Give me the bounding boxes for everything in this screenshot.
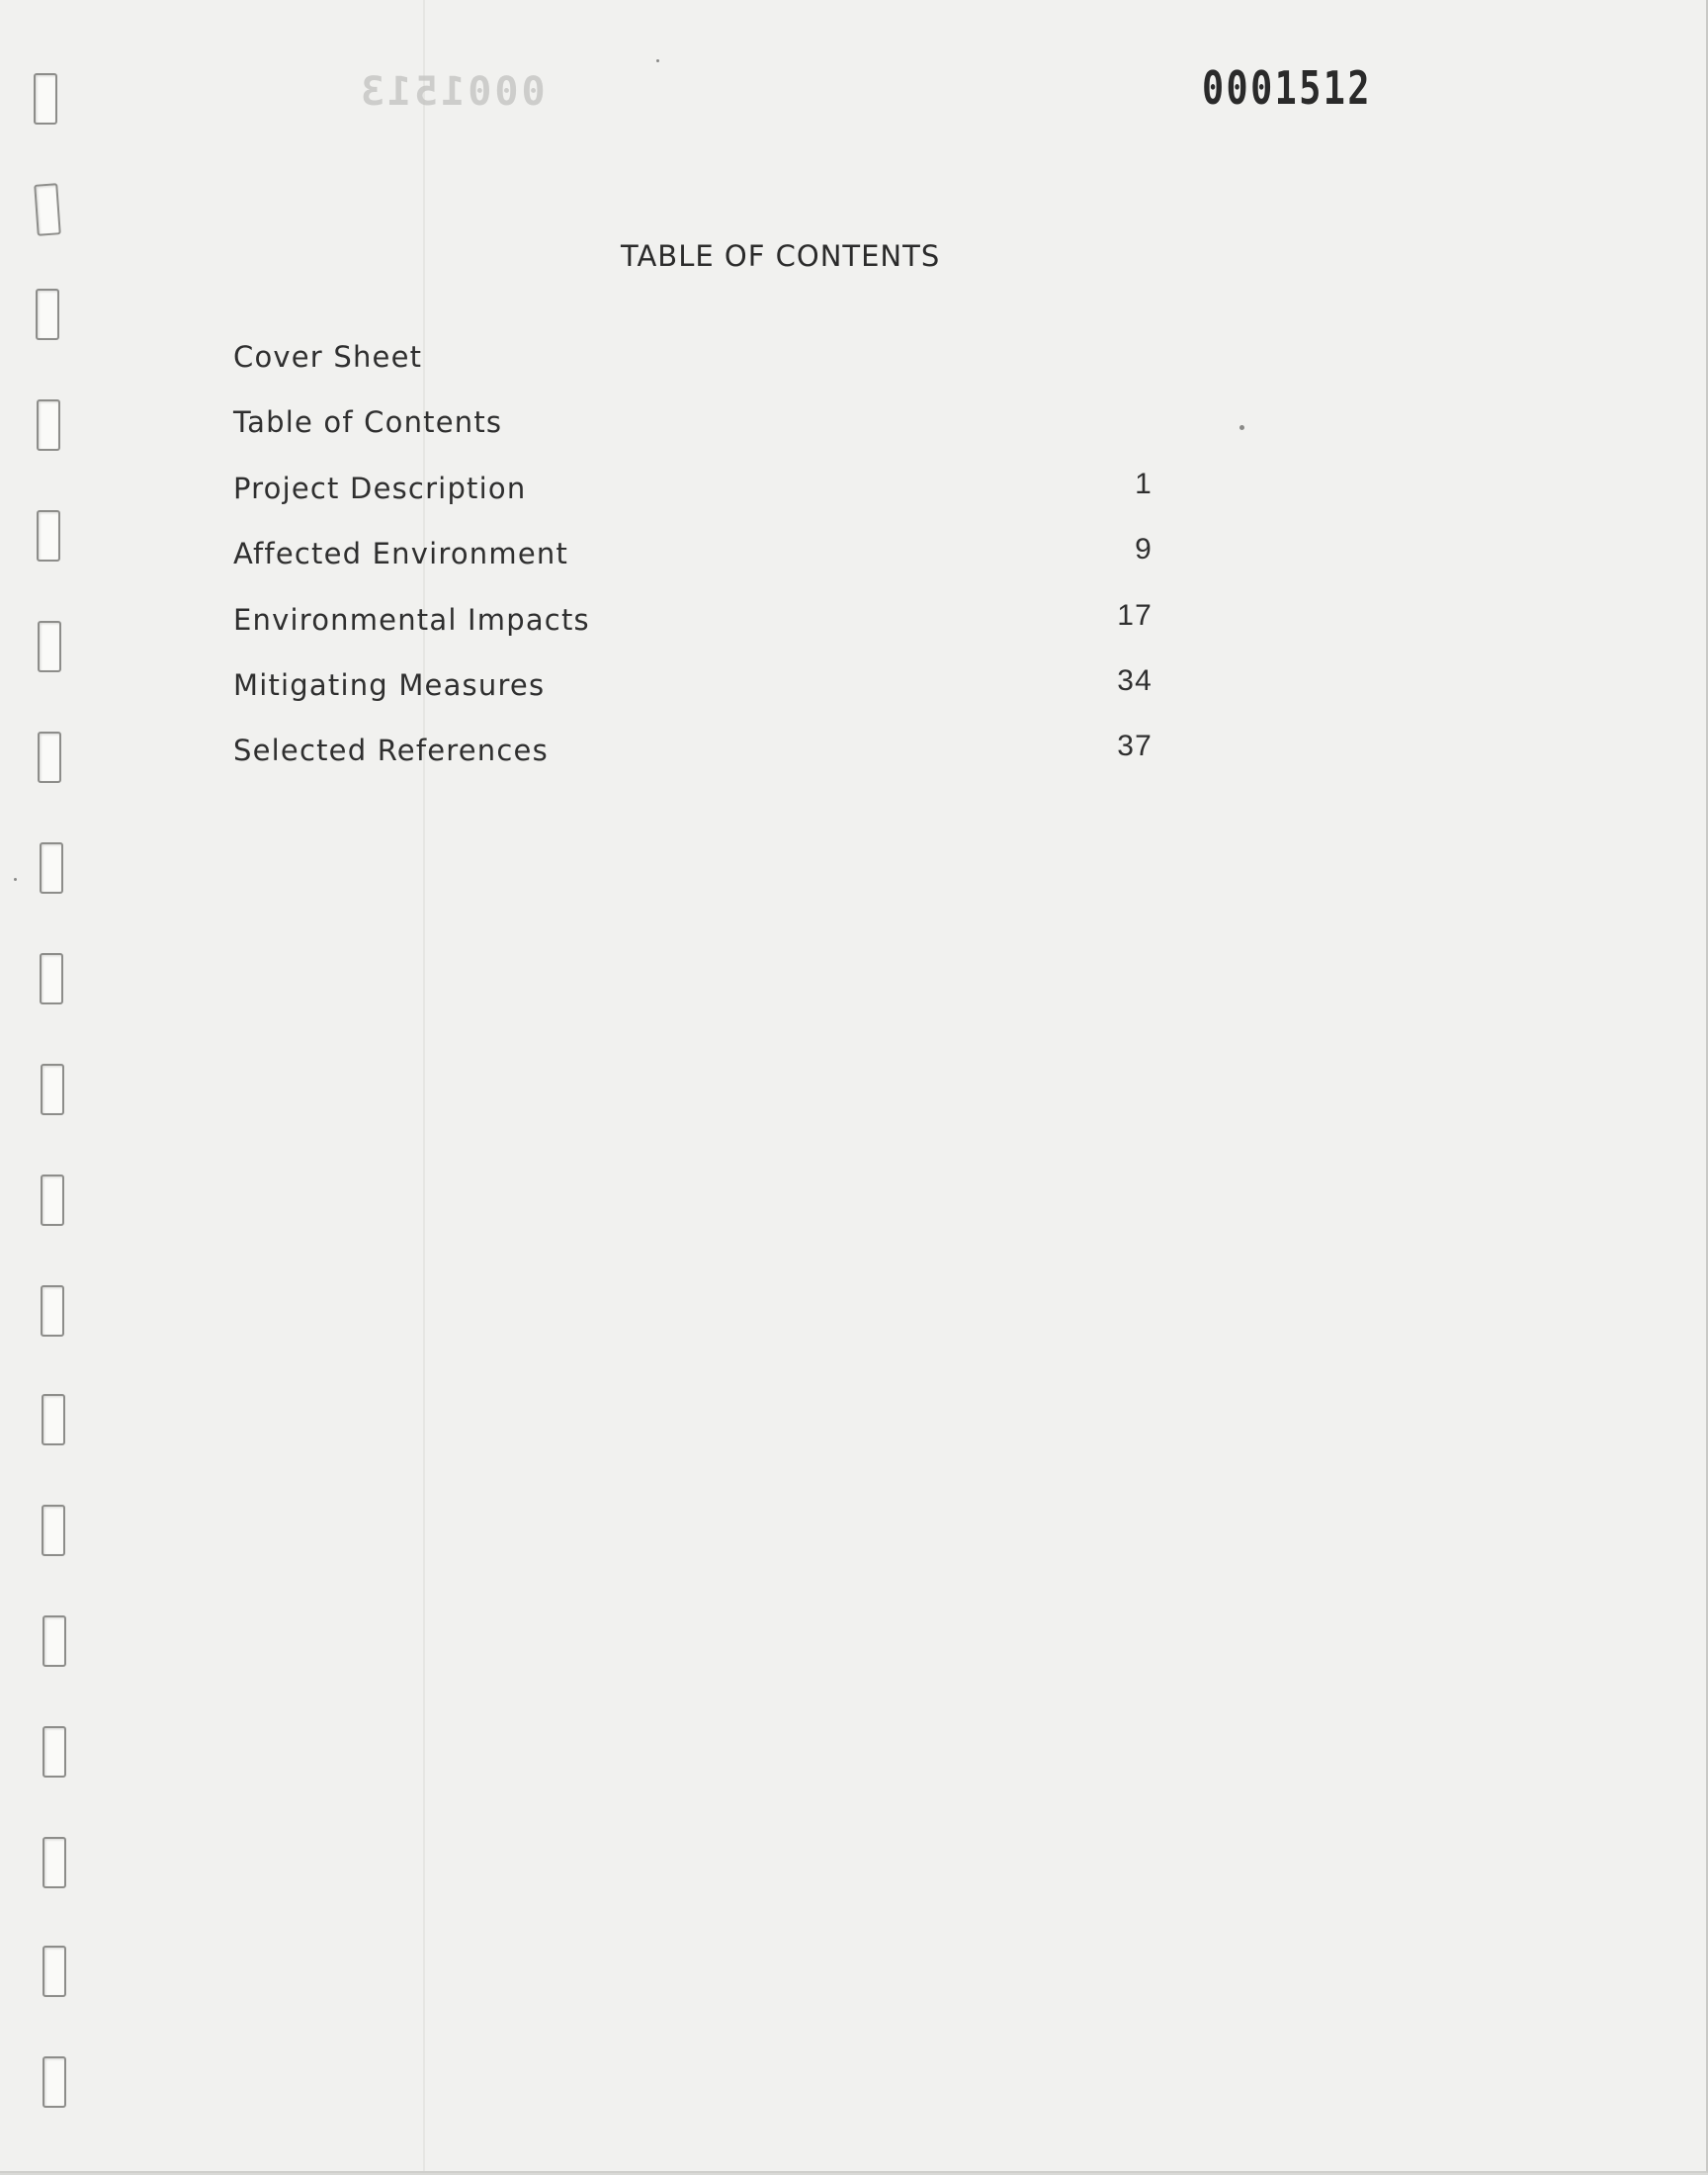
punch-hole — [34, 73, 57, 125]
punch-hole — [43, 2056, 66, 2108]
punch-hole — [38, 732, 61, 783]
toc-entry-cover-sheet — [233, 340, 1153, 405]
paper-speck — [656, 59, 659, 62]
toc-entry-label: Mitigating Measures — [233, 667, 546, 702]
toc-entry-project-description — [233, 467, 1153, 537]
punch-hole — [40, 842, 63, 894]
punch-hole — [43, 1726, 66, 1778]
toc-entry-page: 1 — [1135, 467, 1153, 500]
punch-hole — [42, 1394, 65, 1445]
punch-hole — [38, 621, 61, 672]
document-number: 0001512 — [1202, 61, 1372, 115]
page-fold-line — [423, 0, 425, 2171]
toc-entry-label: Environmental Impacts — [233, 602, 590, 637]
punch-hole — [43, 1946, 66, 1997]
punch-hole — [34, 183, 61, 236]
punch-hole — [37, 399, 60, 451]
paper-speck — [14, 878, 17, 881]
toc-entry-page: 37 — [1117, 730, 1153, 763]
toc-entry-label: Table of Contents — [233, 405, 503, 440]
punch-hole — [43, 1837, 66, 1888]
punch-hole — [41, 1174, 64, 1226]
binder-punch-strip — [0, 0, 119, 2171]
paper-speck — [1239, 425, 1244, 430]
toc-entry-table-of-contents — [233, 405, 1153, 471]
toc-entry-label: Project Description — [233, 471, 527, 505]
punch-hole — [40, 953, 63, 1004]
toc-entry-page: 9 — [1135, 533, 1153, 566]
toc-entry-selected-references — [233, 730, 1153, 799]
punch-hole — [41, 1285, 64, 1337]
toc-entry-page: 17 — [1117, 598, 1153, 632]
punch-hole — [42, 1505, 65, 1556]
toc-entry-affected-environment — [233, 533, 1153, 602]
toc-entry-environmental-impacts — [233, 598, 1153, 668]
punch-hole — [41, 1064, 64, 1115]
toc-entry-label: Affected Environment — [233, 537, 569, 571]
page-title: TABLE OF CONTENTS — [621, 239, 941, 273]
toc-entry-page: 34 — [1117, 663, 1153, 697]
bleed-through-doc-number: 0001513 — [358, 69, 546, 115]
punch-hole — [36, 289, 59, 340]
toc-entry-mitigating-measures — [233, 663, 1153, 734]
toc-entry-label: Selected References — [233, 734, 549, 768]
punch-hole — [43, 1615, 66, 1667]
toc-entry-label: Cover Sheet — [233, 340, 423, 374]
punch-hole — [37, 510, 60, 562]
toc-list — [233, 340, 1153, 800]
